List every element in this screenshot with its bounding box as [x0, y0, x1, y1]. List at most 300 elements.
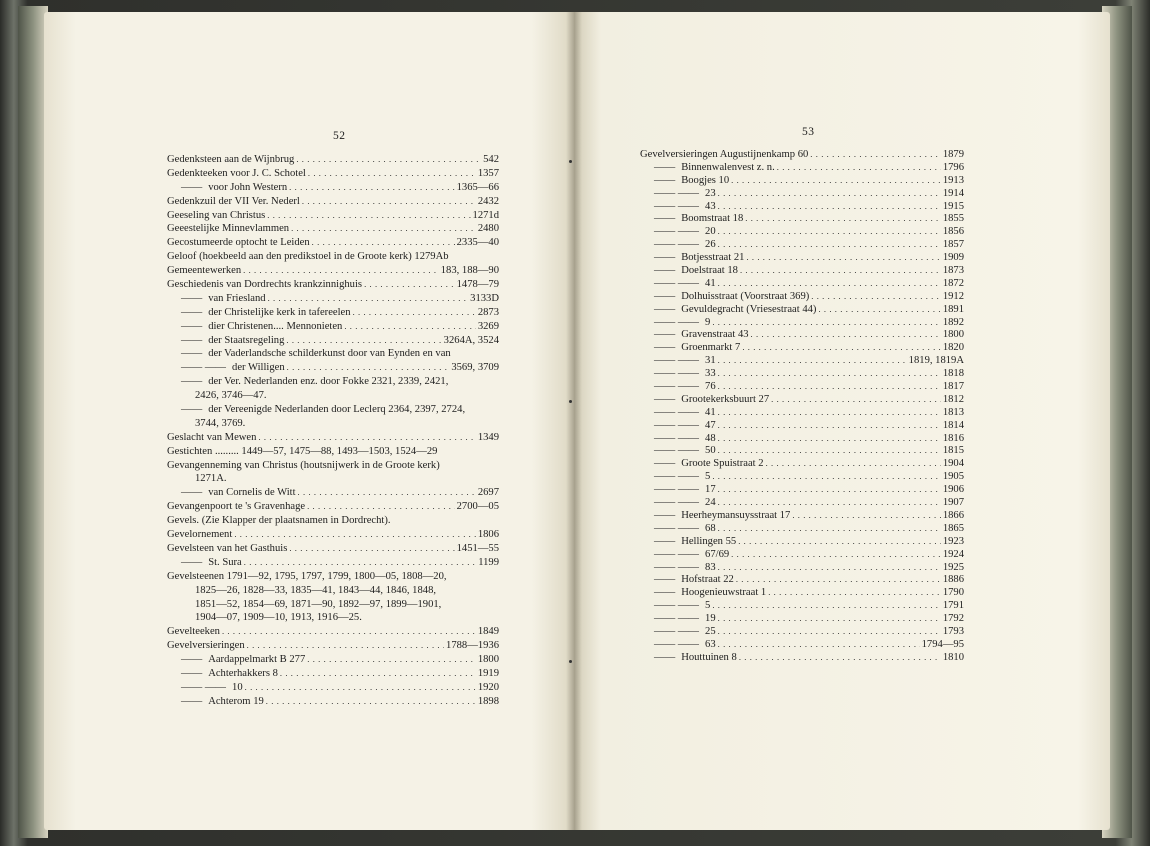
entry-label: —— —— 67/69	[640, 549, 729, 562]
index-entry	[640, 264, 964, 277]
entry-text: Gestichten ......... 1449—57, 1475—88, 1493—1503, 1524—29	[167, 445, 438, 457]
index-entry	[167, 375, 499, 389]
entry-label: Geeseling van Christus	[167, 209, 266, 221]
dot-leader	[718, 367, 941, 381]
index-entry	[640, 212, 964, 225]
dot-leader	[718, 200, 941, 214]
dot-leader	[353, 306, 476, 320]
index-entry	[167, 472, 499, 486]
entry-label: —— —— 5	[640, 471, 710, 484]
entry-reference: 3569, 3709	[451, 362, 499, 374]
entry-label: —— Gevuldegracht (Vriesestraat 44)	[640, 304, 816, 317]
entry-label: —— van Friesland	[167, 292, 266, 306]
entry-label: —— —— 68	[640, 523, 716, 536]
dot-leader	[234, 528, 476, 542]
entry-text: —— der Vaderlandsche schilderkunst door van Eynden en van	[167, 348, 451, 359]
entry-label: —— van Cornelis de Witt	[167, 486, 296, 500]
entry-label: —— Achterom 19	[167, 695, 264, 709]
index-entry	[167, 570, 499, 584]
dot-leader	[267, 209, 470, 223]
entry-label: Gevelteeken	[167, 626, 220, 638]
index-entry	[640, 148, 964, 161]
entry-reference: 1810	[942, 651, 964, 663]
index-entry	[640, 638, 964, 651]
margin-mark	[569, 660, 572, 663]
index-entry	[640, 380, 964, 393]
entry-label: —— —— 43	[640, 201, 716, 214]
dot-leader	[243, 264, 439, 278]
entry-label: —— Gravenstraat 43	[640, 329, 749, 342]
index-entry	[167, 486, 499, 500]
dot-leader	[792, 509, 940, 523]
dot-leader	[247, 639, 444, 653]
entry-reference: 1793	[942, 625, 964, 637]
entry-label: —— —— 47	[640, 420, 716, 433]
entry-reference: 1818	[942, 368, 964, 380]
index-entry	[167, 153, 499, 167]
entry-label: —— —— der Willigen	[167, 361, 285, 375]
entry-reference: 2700—05	[456, 501, 499, 513]
entry-reference: 1855	[942, 213, 964, 225]
dot-leader	[291, 222, 476, 236]
index-entry	[640, 522, 964, 535]
index-entry	[640, 251, 964, 264]
entry-text: 1271A.	[195, 473, 227, 485]
entry-label: —— Boogjes 10	[640, 175, 729, 188]
entry-label: —— —— 5	[640, 600, 710, 613]
entry-reference: 1357	[477, 167, 499, 179]
entry-label: —— Dolhuisstraat (Voorstraat 369)	[640, 291, 809, 304]
entry-label: —— Heerheymansuysstraat 17	[640, 510, 790, 523]
entry-reference: 1909	[942, 252, 964, 264]
entry-reference: 1919	[477, 667, 499, 679]
dot-leader	[718, 354, 907, 368]
dot-leader	[302, 195, 476, 209]
entry-label: —— Doelstraat 18	[640, 265, 738, 278]
dot-leader	[718, 625, 941, 639]
index-entry	[167, 625, 499, 639]
entry-reference: 1819, 1819A	[908, 355, 964, 367]
entry-reference: 1924	[942, 548, 964, 560]
dot-leader	[718, 612, 941, 626]
index-entry	[167, 584, 499, 598]
dot-leader	[718, 496, 941, 510]
index-entry	[640, 341, 964, 354]
index-entry	[167, 417, 499, 431]
dot-leader	[739, 651, 941, 665]
entry-label: —— —— 76	[640, 381, 716, 394]
entry-reference: 1906	[942, 484, 964, 496]
left-page-number: 52	[333, 130, 346, 142]
entry-reference: 3133D	[470, 292, 499, 304]
index-entry	[640, 457, 964, 470]
index-entry	[167, 264, 499, 278]
entry-label: —— Botjesstraat 21	[640, 252, 744, 265]
dot-leader	[718, 187, 941, 201]
dot-leader	[364, 278, 455, 292]
right-page-number: 53	[802, 126, 815, 138]
index-entry	[640, 187, 964, 200]
dot-leader	[222, 625, 476, 639]
dot-leader	[712, 599, 940, 613]
index-entry	[640, 625, 964, 638]
entry-reference: 1451—55	[456, 542, 499, 554]
dot-leader	[289, 181, 454, 195]
entry-label: —— —— 25	[640, 626, 716, 639]
entry-reference: 1849	[477, 626, 499, 638]
index-entry	[167, 431, 499, 445]
dot-leader	[307, 500, 455, 514]
entry-label: Gedenkzuil der VII Ver. Nederl	[167, 195, 300, 207]
entry-label: Geeestelijke Minnevlammen	[167, 223, 290, 235]
entry-reference: 1792	[942, 613, 964, 625]
index-entry	[167, 347, 499, 361]
index-entry	[640, 225, 964, 238]
index-entry	[167, 250, 499, 264]
dot-leader	[286, 334, 441, 348]
dot-leader	[742, 341, 940, 355]
entry-reference: 1891	[942, 303, 964, 315]
index-entry	[167, 195, 499, 209]
entry-label: —— Hofstraat 22	[640, 574, 734, 587]
index-entry	[167, 236, 499, 250]
entry-reference: 1912	[942, 290, 964, 302]
index-entry	[640, 573, 964, 586]
entry-label: —— —— 9	[640, 317, 710, 330]
entry-label: —— —— 41	[640, 407, 716, 420]
dot-leader	[777, 161, 941, 175]
dot-leader	[718, 444, 941, 458]
entry-text: 1851—52, 1854—69, 1871—90, 1892—97, 1899—1901,	[195, 598, 442, 610]
entry-reference: 1904	[942, 458, 964, 470]
index-entry	[167, 542, 499, 556]
entry-label: —— —— 10	[167, 681, 243, 695]
index-entry	[167, 292, 499, 306]
index-entry	[640, 354, 964, 367]
dot-leader	[766, 457, 941, 471]
index-entry	[167, 681, 499, 695]
index-entry	[167, 653, 499, 667]
entry-reference: 1365—66	[456, 181, 499, 193]
entry-reference: 1478—79	[456, 279, 499, 291]
dot-leader	[712, 316, 940, 330]
entry-reference: 1796	[942, 161, 964, 173]
index-entry	[167, 222, 499, 236]
entry-label: —— —— 63	[640, 639, 716, 652]
entry-label: —— dier Christenen.... Mennonieten	[167, 320, 342, 334]
index-entry	[640, 470, 964, 483]
dot-leader	[280, 667, 476, 681]
index-entry	[167, 598, 499, 612]
entry-label: —— der Christelijke kerk in tafereelen	[167, 306, 351, 320]
entry-text: Geloof (hoekbeeld aan den predikstoel in de Groote kerk) 1279Ab	[167, 251, 449, 263]
entry-label: Geslacht van Mewen	[167, 431, 257, 443]
dot-leader	[740, 264, 941, 278]
index-entry	[640, 419, 964, 432]
index-entry	[640, 200, 964, 213]
dot-leader	[712, 470, 940, 484]
entry-reference: 1898	[477, 695, 499, 707]
dot-leader	[818, 303, 940, 317]
entry-label: —— Groenmarkt 7	[640, 342, 740, 355]
dot-leader	[244, 556, 476, 570]
entry-reference: 1199	[478, 556, 499, 568]
dot-leader	[745, 212, 941, 226]
entry-label: Geschiedenis van Dordrechts krankzinnighuis	[167, 279, 363, 291]
dot-leader	[718, 522, 941, 536]
dot-leader	[312, 236, 455, 250]
entry-label: Gevelsteen van het Gasthuis	[167, 542, 288, 554]
dot-leader	[738, 535, 941, 549]
index-entry	[167, 611, 499, 625]
entry-label: —— voor John Western	[167, 181, 287, 195]
entry-label: —— Hellingen 55	[640, 536, 736, 549]
index-entry	[167, 667, 499, 681]
entry-label: —— —— 19	[640, 613, 716, 626]
entry-reference: 1914	[942, 187, 964, 199]
index-entry	[167, 306, 499, 320]
right-index-column	[640, 148, 964, 664]
entry-label: —— —— 48	[640, 433, 716, 446]
entry-reference: 1794—95	[921, 638, 964, 650]
entry-reference: 1813	[942, 406, 964, 418]
entry-text: 3744, 3769.	[195, 417, 246, 429]
entry-label: —— —— 41	[640, 278, 716, 291]
dot-leader	[289, 542, 454, 556]
entry-label: Gevelversieringen	[167, 640, 245, 652]
index-entry	[167, 514, 499, 528]
entry-reference: 1800	[942, 329, 964, 341]
entry-reference: 2480	[477, 223, 499, 235]
entry-reference: 1920	[477, 681, 499, 693]
dot-leader	[718, 561, 941, 575]
index-entry	[640, 612, 964, 625]
index-entry	[640, 599, 964, 612]
entry-label: —— Grootekerksbuurt 27	[640, 394, 769, 407]
entry-reference: 1814	[942, 419, 964, 431]
entry-text: —— der Ver. Nederlanden enz. door Fokke 2321, 2339, 2421,	[167, 376, 448, 387]
index-entry	[640, 509, 964, 522]
entry-label: Gemeentewerken	[167, 265, 242, 277]
index-entry	[640, 586, 964, 599]
entry-reference: 1879	[942, 149, 964, 160]
index-entry	[640, 561, 964, 574]
index-entry	[640, 406, 964, 419]
dot-leader	[768, 586, 941, 600]
entry-reference: 1806	[477, 529, 499, 541]
index-entry	[640, 174, 964, 187]
index-entry	[640, 238, 964, 251]
dot-leader	[718, 406, 941, 420]
dot-leader	[245, 681, 476, 695]
entry-reference: 1791	[942, 600, 964, 612]
index-entry	[640, 496, 964, 509]
entry-reference: 2697	[477, 487, 499, 499]
entry-reference: 1873	[942, 265, 964, 277]
index-entry	[167, 361, 499, 375]
index-entry	[167, 209, 499, 223]
index-entry	[640, 444, 964, 457]
index-entry	[640, 303, 964, 316]
index-entry	[167, 445, 499, 459]
index-entry	[640, 535, 964, 548]
index-entry	[167, 639, 499, 653]
dot-leader	[287, 361, 450, 375]
index-entry	[167, 528, 499, 542]
entry-reference: 1788—1936	[446, 640, 499, 652]
book-gutter	[566, 12, 582, 830]
entry-label: —— Boomstraat 18	[640, 213, 743, 226]
entry-text: 1825—26, 1828—33, 1835—41, 1843—44, 1846, 1848,	[195, 584, 437, 596]
entry-reference: 1800	[477, 654, 499, 666]
entry-text: 2426, 3746—47.	[195, 390, 267, 402]
entry-reference: 3269	[477, 320, 499, 332]
index-entry	[167, 403, 499, 417]
index-entry	[167, 320, 499, 334]
dot-leader	[296, 153, 481, 167]
entry-reference: 1817	[942, 381, 964, 393]
index-entry	[640, 316, 964, 329]
entry-label: —— —— 26	[640, 239, 716, 252]
entry-label: Gecostumeerde optocht te Leiden	[167, 237, 310, 249]
dot-leader	[718, 238, 941, 252]
dot-leader	[771, 393, 941, 407]
left-index-column	[167, 153, 499, 709]
index-entry	[167, 334, 499, 348]
entry-label: —— —— 20	[640, 226, 716, 239]
entry-reference: 1857	[942, 239, 964, 251]
entry-label: Gedenkteeken voor J. C. Schotel	[167, 167, 306, 179]
entry-reference: 1886	[942, 574, 964, 586]
index-entry	[640, 483, 964, 496]
margin-mark	[569, 160, 572, 163]
dot-leader	[718, 432, 941, 446]
dot-leader	[810, 148, 941, 162]
entry-label: —— —— 83	[640, 562, 716, 575]
entry-reference: 1872	[942, 277, 964, 289]
dot-leader	[718, 483, 941, 497]
entry-label: —— Groote Spuistraat 2	[640, 458, 764, 471]
entry-label: —— Houttuinen 8	[640, 652, 737, 665]
dot-leader	[751, 328, 941, 342]
entry-reference: 1923	[942, 535, 964, 547]
entry-reference: 1865	[942, 522, 964, 534]
index-entry	[167, 278, 499, 292]
entry-label: —— der Staatsregeling	[167, 334, 284, 348]
entry-reference: 2432	[477, 195, 499, 207]
dot-leader	[718, 380, 941, 394]
index-entry	[640, 651, 964, 664]
dot-leader	[811, 290, 941, 304]
dot-leader	[308, 167, 476, 181]
entry-reference: 1925	[942, 561, 964, 573]
entry-reference: 1812	[942, 393, 964, 405]
entry-reference: 1856	[942, 226, 964, 238]
entry-label: —— Achterhakkers 8	[167, 667, 278, 681]
index-entry	[167, 556, 499, 570]
dot-leader	[718, 277, 941, 291]
entry-label: Gedenksteen aan de Wijnbrug	[167, 154, 295, 165]
index-entry	[640, 367, 964, 380]
entry-reference: 1349	[477, 431, 499, 443]
index-entry	[640, 548, 964, 561]
entry-label: —— Binnenwalenvest z. n.	[640, 162, 775, 175]
index-entry	[167, 500, 499, 514]
index-entry	[640, 277, 964, 290]
entry-label: —— —— 24	[640, 497, 716, 510]
index-entry	[640, 161, 964, 174]
dot-leader	[718, 419, 941, 433]
dot-leader	[258, 431, 475, 445]
entry-text: 1904—07, 1909—10, 1913, 1916—25.	[195, 612, 362, 624]
entry-reference: 1913	[942, 174, 964, 186]
entry-label: Gevelornement	[167, 529, 233, 541]
entry-reference: 1905	[942, 471, 964, 483]
index-entry	[167, 695, 499, 709]
index-entry	[640, 432, 964, 445]
margin-mark	[569, 400, 572, 403]
dot-leader	[268, 292, 469, 306]
entry-text: —— der Vereenigde Nederlanden door Leclerq 2364, 2397, 2724,	[167, 404, 465, 415]
entry-label: Gevelversieringen Augustijnenkamp 60	[640, 149, 809, 160]
dot-leader	[266, 695, 476, 709]
entry-label: Gevangenpoort te 's Gravenhage	[167, 501, 306, 513]
entry-reference: 1820	[942, 342, 964, 354]
entry-reference: 1816	[942, 432, 964, 444]
dot-leader	[718, 225, 941, 239]
dot-leader	[746, 251, 940, 265]
index-entry	[167, 167, 499, 181]
entry-reference: 183, 188—90	[440, 265, 499, 277]
dot-leader	[344, 320, 475, 334]
entry-reference: 3264A, 3524	[443, 334, 499, 346]
entry-label: —— —— 31	[640, 355, 716, 368]
entry-label: —— Hoogenieuwstraat 1	[640, 587, 766, 600]
entry-text: Gevangenneming van Christus (houtsnijwerk in de Groote kerk)	[167, 459, 440, 471]
dot-leader	[307, 653, 476, 667]
dot-leader	[731, 174, 941, 188]
entry-reference: 1892	[942, 316, 964, 328]
entry-reference: 1915	[942, 200, 964, 212]
entry-text: Gevels. (Zie Klapper der plaatsnamen in Dordrecht).	[167, 515, 391, 527]
entry-reference: 2873	[477, 306, 499, 318]
index-entry	[167, 459, 499, 473]
entry-reference: 2335—40	[456, 237, 499, 249]
entry-reference: 1907	[942, 497, 964, 509]
entry-label: —— —— 17	[640, 484, 716, 497]
entry-text: Gevelsteenen 1791—92, 1795, 1797, 1799, 1800—05, 1808—20,	[167, 570, 447, 582]
index-entry	[640, 393, 964, 406]
dot-leader	[298, 486, 476, 500]
dot-leader	[718, 638, 920, 652]
index-entry	[640, 290, 964, 303]
index-entry	[167, 181, 499, 195]
entry-label: —— Aardappelmarkt B 277	[167, 653, 305, 667]
entry-reference: 542	[483, 154, 499, 165]
entry-label: —— —— 23	[640, 188, 716, 201]
entry-label: —— —— 50	[640, 445, 716, 458]
entry-label: —— St. Sura	[167, 556, 242, 570]
entry-reference: 1866	[942, 509, 964, 521]
entry-reference: 1271d	[472, 209, 499, 221]
entry-label: —— —— 33	[640, 368, 716, 381]
entry-reference: 1790	[942, 587, 964, 599]
index-entry	[640, 328, 964, 341]
dot-leader	[731, 548, 941, 562]
entry-reference: 1815	[942, 445, 964, 457]
dot-leader	[736, 573, 941, 587]
index-entry	[167, 389, 499, 403]
